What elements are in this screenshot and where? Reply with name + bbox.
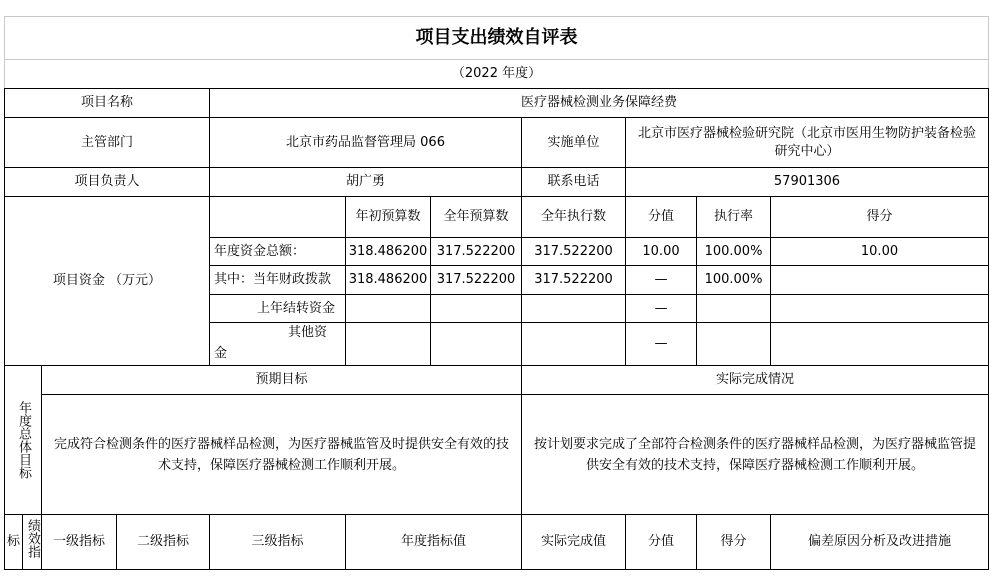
funds-row-name: 其他资 <box>287 325 327 340</box>
indicator-header-deviation: 偏差原因分析及改进措施 <box>807 534 951 549</box>
indicator-header-target: 年度指标值 <box>400 534 466 549</box>
dept-label: 主管部门 <box>80 134 133 150</box>
phone-value: 57901306 <box>773 174 841 189</box>
expected-goal-label: 预期目标 <box>255 372 308 387</box>
funds-row-name: 其中：当年财政拨款 <box>214 272 332 287</box>
funds-cell <box>431 323 521 365</box>
funds-cell: — <box>654 336 668 351</box>
funds-cell <box>522 323 625 365</box>
impl-value: 北京市医疗器械检验研究院（北京市医用生物防护装备检验研究中心） <box>637 125 976 159</box>
actual-result-label: 实际完成情况 <box>715 372 794 387</box>
funds-cell: 100.00% <box>704 272 763 287</box>
funds-cell: 318.486200 <box>348 272 428 287</box>
funds-header-score: 分值 <box>647 209 674 224</box>
funds-cell <box>346 323 430 365</box>
indicators-side-a: 标 <box>6 534 20 549</box>
indicator-header-level3: 三级指标 <box>251 534 304 549</box>
expected-goal-text: 完成符合检测条件的医疗器械样品检测，为医疗器械监管及时提供安全有效的技术支持，保障医疗器械检测工作顺利开展。 <box>53 436 509 473</box>
funds-cell <box>771 295 988 322</box>
funds-cell <box>697 295 770 322</box>
funds-header-points: 得分 <box>866 209 893 224</box>
leader-label: 项目负责人 <box>74 174 140 189</box>
funds-row-name: 上年结转资金 <box>256 300 335 316</box>
funds-cell: 100.00% <box>704 243 763 259</box>
funds-header-executed: 全年执行数 <box>540 209 606 224</box>
indicator-header-level1: 一级指标 <box>52 534 105 549</box>
dept-value: 北京市药品监督管理局 066 <box>286 134 445 150</box>
funds-cell: 317.522200 <box>436 272 516 287</box>
funds-header-rate: 执行率 <box>713 209 753 224</box>
actual-result-text: 按计划要求完成了全部符合检测条件的医疗器械样品检测，为医疗器械监管提供安全有效的技术支持，保障医疗器械检测工作顺利开展。 <box>533 436 976 473</box>
funds-row-name-cont: 金 <box>214 346 228 361</box>
indicator-header-score: 分值 <box>647 534 674 549</box>
funds-cell: 317.522200 <box>534 272 613 287</box>
funds-row-name: 年度资金总额： <box>214 243 306 259</box>
funds-cell <box>771 323 988 365</box>
funds-cell: 317.522200 <box>534 243 613 259</box>
funds-cell: 10.00 <box>642 243 680 259</box>
funds-cell <box>771 266 988 294</box>
indicators-side-b: 绩效指 <box>25 519 40 558</box>
indicator-header-points: 得分 <box>720 534 747 549</box>
funds-header-initial-budget: 年初预算数 <box>355 209 421 224</box>
project-name-label: 项目名称 <box>80 95 133 110</box>
funds-cell: — <box>654 300 668 316</box>
phone-label: 联系电话 <box>547 174 600 189</box>
funds-cell <box>697 323 770 365</box>
goals-side-label: 年度总体目标 <box>16 401 31 479</box>
funds-cell <box>431 295 521 322</box>
funds-cell: — <box>654 272 668 287</box>
leader-value: 胡广勇 <box>345 174 385 189</box>
funds-cell: 10.00 <box>860 243 899 259</box>
project-name-value: 医疗器械检测业务保障经费 <box>520 95 677 110</box>
funds-cell <box>522 295 625 322</box>
indicator-header-actual: 实际完成值 <box>540 534 606 549</box>
impl-label: 实施单位 <box>547 134 600 150</box>
funds-label: 项目资金 （万元） <box>52 273 162 288</box>
funds-header-annual-budget: 全年预算数 <box>443 209 509 224</box>
funds-cell: 317.522200 <box>436 243 516 259</box>
page-title: 项目支出绩效自评表 <box>415 27 578 48</box>
funds-cell <box>346 295 430 322</box>
fiscal-year: （2022 年度） <box>451 66 542 81</box>
funds-cell: 318.486200 <box>348 243 428 259</box>
indicator-header-level2: 二级指标 <box>136 534 189 549</box>
